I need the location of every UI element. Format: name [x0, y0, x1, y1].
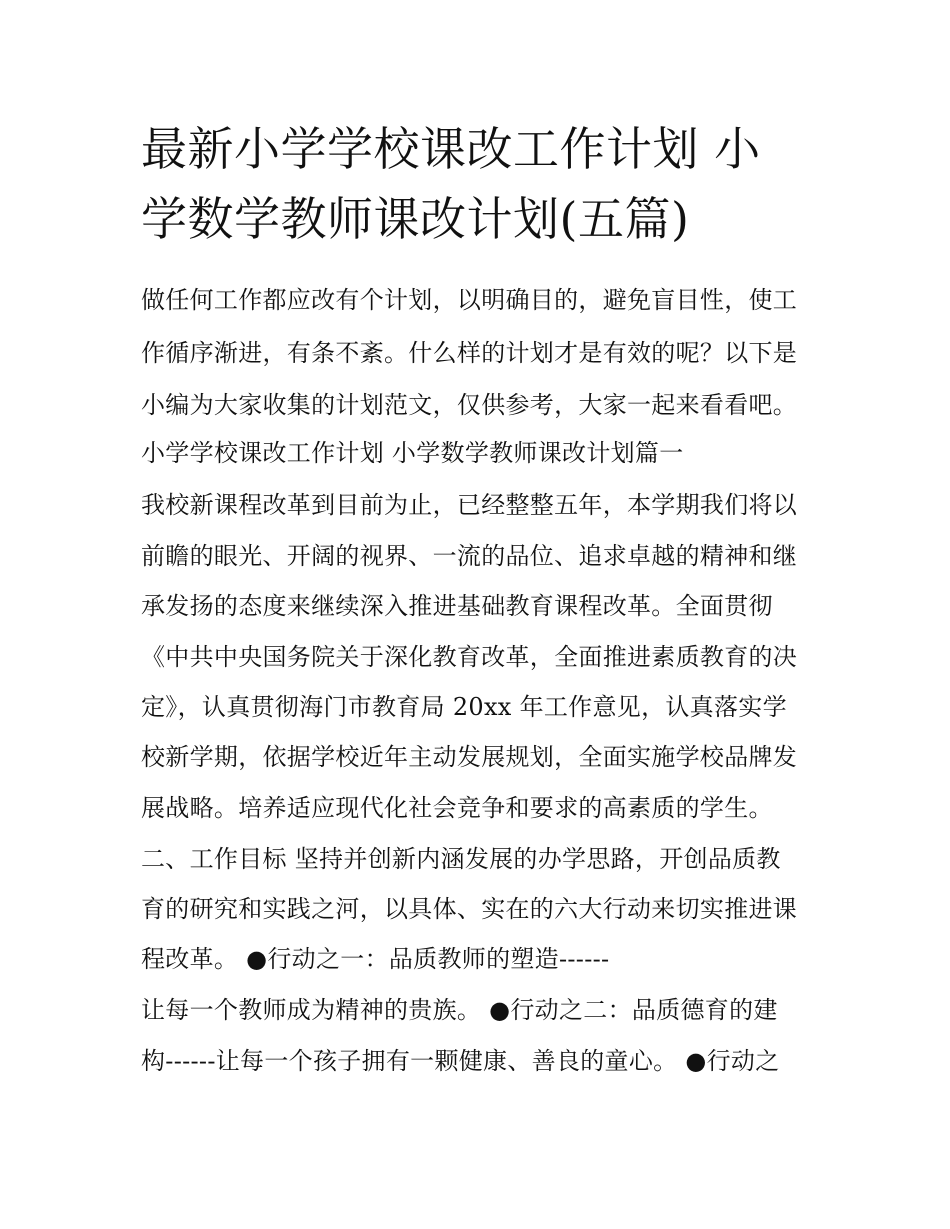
body-line-15: 让每一个教师成为精神的贵族。 ●行动之二：品质德育的建	[141, 996, 778, 1024]
body-line-5: 我校新课程改革到目前为止，已经整整五年，本学期我们将以	[141, 491, 798, 519]
body-line-1: 做任何工作都应改有个计划，以明确目的，避免盲目性，使工	[141, 286, 798, 314]
body-line-12: 二、工作目标 坚持并创新内涵发展的办学思路，开创品质教	[141, 845, 781, 873]
body-line-16: 构------让每一个孩子拥有一颗健康、善良的童心。 ●行动之	[141, 1047, 780, 1075]
body-line-8: 《中共中央国务院关于深化教育改革，全面推进素质教育的决	[141, 643, 798, 671]
body-line-11: 展战略。培养适应现代化社会竞争和要求的高素质的学生。	[141, 794, 773, 822]
body-line-9: 定》，认真贯彻海门市教育局 20xx 年工作意见，认真落实学	[141, 693, 787, 721]
document-title	[141, 114, 821, 254]
body-line-14: 程改革。 ●行动之一：品质教师的塑造------	[141, 945, 610, 973]
body-line-10: 校新学期，依据学校近年主动发展规划，全面实施学校品牌发	[141, 743, 798, 771]
body-line-7: 承发扬的态度来继续深入推进基础教育课程改革。全面贯彻	[141, 592, 773, 620]
body-line-6: 前瞻的眼光、开阔的视界、一流的品位、追求卓越的精神和继	[141, 542, 798, 570]
title-line-1: 最新小学学校课改工作计划 小	[141, 122, 761, 176]
body-line-3: 小编为大家收集的计划范文，仅供参考，大家一起来看看吧。	[141, 391, 798, 419]
body-line-13: 育的研究和实践之河，以具体、实在的六大行动来切实推进课	[141, 895, 798, 923]
title-line-2: 学数学教师课改计划(五篇)	[141, 192, 690, 246]
section-heading: 小学学校课改工作计划 小学数学教师课改计划篇一	[141, 439, 684, 467]
body-line-2: 作循序渐进，有条不紊。什么样的计划才是有效的呢？以下是	[141, 339, 798, 367]
